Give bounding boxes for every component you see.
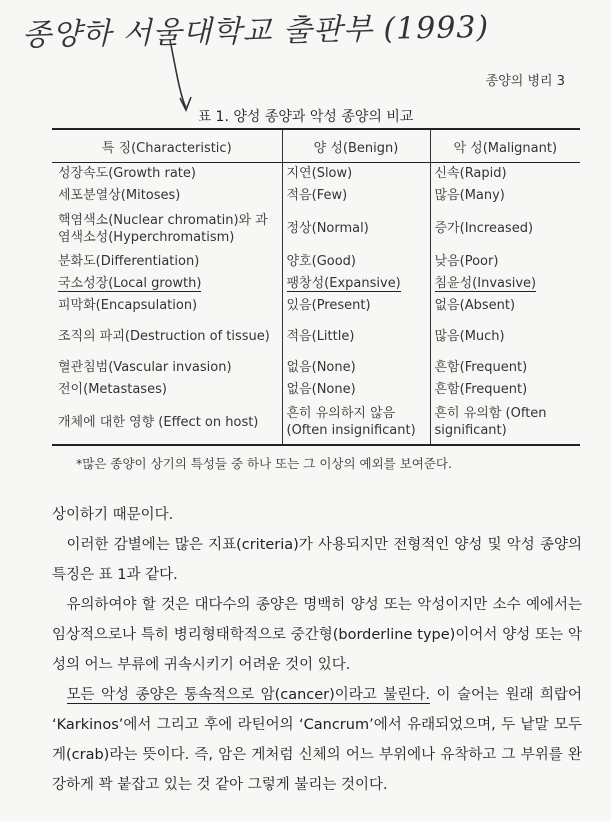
cell: 개체에 대한 영향 (Effect on host)	[52, 401, 282, 445]
table-row	[52, 317, 580, 357]
underlined-sentence: 모든 악성 종양은 통속적으로 암(cancer)이라고 불린다.	[66, 687, 430, 703]
table-row	[52, 357, 580, 379]
cell: 있음(Present)	[282, 295, 430, 317]
header-malignant: 악 성(Malignant)	[430, 129, 580, 163]
cell: 정상(Normal)	[282, 207, 430, 251]
cell: 전이(Metastases)	[58, 382, 167, 397]
underlined-text: 팽창성(Expansive)	[286, 276, 401, 291]
cell	[282, 273, 430, 295]
paragraph	[52, 680, 582, 800]
table-row	[52, 401, 580, 445]
cell: 세포분열상(Mitoses)	[58, 188, 181, 203]
cell	[52, 273, 282, 295]
cell: 흔함(Frequent)	[430, 357, 580, 379]
cell: 증가(Increased)	[430, 207, 580, 251]
paragraph: 상이하기 때문이다.	[52, 507, 174, 523]
cell: 혈관침범(Vascular invasion)	[58, 360, 232, 375]
underlined-text: 국소성장(Local growth)	[58, 276, 202, 291]
cell: 많음(Many)	[430, 185, 580, 207]
table-row	[52, 185, 580, 207]
paragraph: 유의하여야 할 것은 대다수의 종양은 명백히 양성 또는 악성이지만 소수 예에서는 임상적으로나 특히 병리형태학적으로 중간형(borderline type)이어서 양성 또는 악성의 어느 부류에 귀속시키기 어려운 것이 있다.	[52, 597, 582, 673]
paragraph: 이러한 감별에는 많은 지표(criteria)가 사용되지만 전형적인 양성 및 악성 종양의 특징은 표 1과 같다.	[52, 537, 582, 583]
cell: 피막화(Encapsulation)	[58, 298, 198, 313]
comparison-table	[52, 128, 580, 446]
cell: 조직의 파괴(Destruction of tissue)	[58, 329, 270, 344]
cell: 성장속도(Growth rate)	[58, 166, 196, 182]
running-header: 종양의 병리 3	[485, 74, 565, 89]
cell: 흔히 유의함 (Often significant)	[430, 401, 580, 445]
cell: 많음(Much)	[430, 317, 580, 357]
header-characteristic: 특 징(Characteristic)	[52, 129, 282, 163]
cell: 없음(None)	[282, 379, 430, 401]
table-row	[52, 251, 580, 273]
cell: 적음(Few)	[282, 185, 430, 207]
cell: 흔히 유의하지 않음 (Often insignificant)	[282, 401, 430, 445]
table-row	[52, 273, 580, 295]
header-benign: 양 성(Benign)	[282, 129, 430, 163]
table-row	[52, 207, 580, 251]
underlined-text: 침윤성(Invasive)	[434, 276, 537, 291]
cell: 핵염색소(Nuclear chromatin)와 과염색소성(Hyperchromatism)	[58, 212, 268, 245]
cell: 없음(Absent)	[430, 295, 580, 317]
paragraph-continuation: 이 술어는 원래 희랍어 ‘Karkinos’에서 그리고 후에 라틴어의 ‘Cancrum’에서 유래되었으며, 두 낱말 모두 게(crab)라는 뜻이다. 즉, 암은 게처럼 신체의 어느 부위에나 유착하고 그 부위를 완강하게 꽉 붙잡고 있는 것 같아 그렇게 불리는 것이다.	[52, 687, 583, 793]
cell: 분화도(Differentiation)	[58, 254, 200, 269]
cell: 낮음(Poor)	[430, 251, 580, 273]
table-caption: 표 1. 양성 종양과 악성 종양의 비교	[197, 109, 414, 125]
cell: 지연(Slow)	[282, 163, 430, 185]
table-row	[52, 295, 580, 317]
cell: 흔함(Frequent)	[430, 379, 580, 401]
table-row	[52, 163, 580, 185]
cell: 신속(Rapid)	[430, 163, 580, 185]
body-text	[52, 500, 582, 800]
cell	[430, 273, 580, 295]
cell: 적음(Little)	[282, 317, 430, 357]
table-row	[52, 379, 580, 401]
table-header-row	[52, 129, 580, 163]
table-footnote: *많은 종양이 상기의 특성들 중 하나 또는 그 이상의 예외를 보여준다.	[76, 456, 452, 471]
handwritten-note: 종양하 서울대학교 출판부 (1993)	[21, 9, 490, 54]
cell: 양호(Good)	[282, 251, 430, 273]
cell: 없음(None)	[282, 357, 430, 379]
